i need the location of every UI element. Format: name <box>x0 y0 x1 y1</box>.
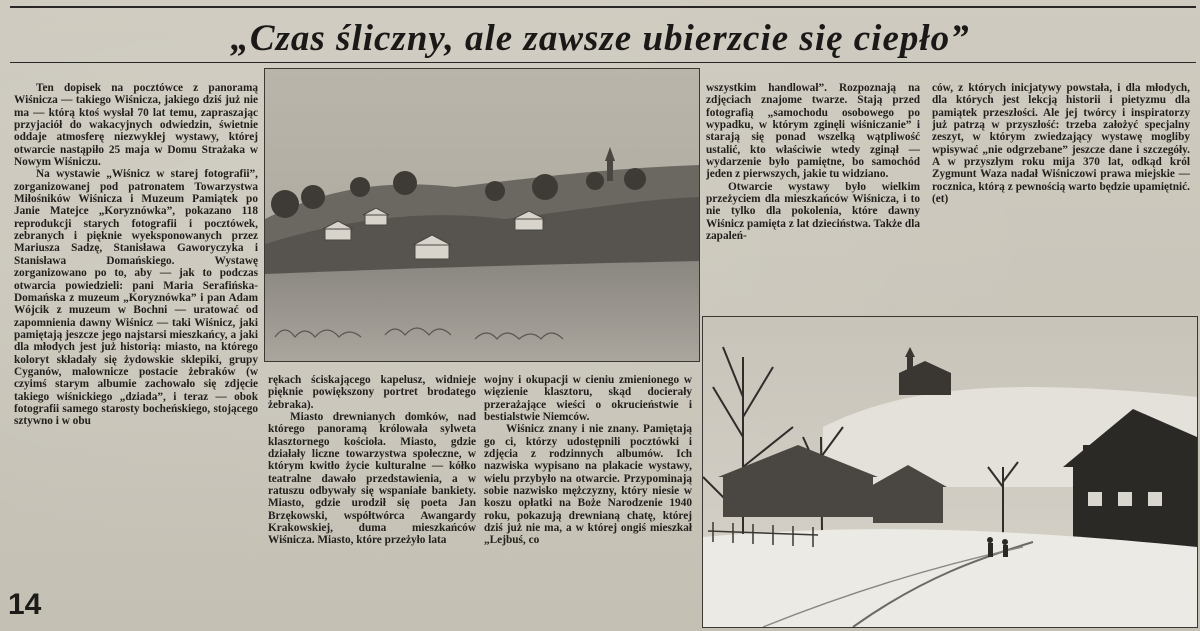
paragraph: Wiśnicz znany i nie znany. Pamiętają go ci, którzy udostępnili pocztówki i zdjęcia z rodzinnych albumów. Ich nazwiska wypisano na plakacie wystawy, wielu przybyło na otwarcie. Przypominają sobie nazwisko mężczyzny, który niesie w koszu opłatki na Boże Narodzenie 1940 roku, pokazują drewnianą chatę, której dziś już nie ma, a w której ongiś mieszkał „Lejbuś, co <box>484 423 692 547</box>
article-column-5 <box>932 82 1190 304</box>
panorama-photo <box>264 68 700 362</box>
paragraph: Ten dopisek na pocztówce z panoramą Wiśnicza — takiego Wiśnicza, jakiego dziś już nie ma — którą ktoś wysłał 70 lat temu, zapraszając przyjaciół do wakacyjnych odwiedzin, świetnie oddaje atmosferę niezwykłej wystawy, której otwarcie nastąpiło 25 maja w Domu Strażaka w Nowym Wiśniczu. <box>14 82 258 169</box>
article-column-3 <box>484 374 692 594</box>
paragraph: Otwarcie wystawy było wielkim przeżyciem dla mieszkańców Wiśnicza, i to nie tylko dla pokolenia, które dawny Wiśnicz pamięta z lat dzieciństwa. Także dla zapaleń- <box>706 180 920 243</box>
paragraph: Na wystawie „Wiśnicz w starej fotografii”, zorganizowanej pod patronatem Towarzystwa Miłośników Wiśnicza i Muzeum Pamiątek po Janie Matejce „Koryznówka”, pokazano 118 reprodukcji starych fotografii i pocztówek, zebranych i pięknie wyeksponowanych przez Mariusza Sadzę, Stanisława Gaworyczyka i Stanisława Domańskiego. Wystawę zorganizowano po to, aby — jak to podczas otwarcia powiedzieli: pani Maria Serafińska-Domańska z muzeum „Koryznówka” i pan Adam Wójcik z muzeum w Bochni — uratować od zapomnienia dawny Wiśnicz — taki Wiśnicz, jaki pamiętają jeszcze jego najstarsi mieszkańcy, a jaki dla młodych jest już historią: miasto, na którego koloryt składały się żydowskie sklepiki, grupy Cyganów, malownicze postacie żebraków (w czyimś starym albumie zachowało się zdjęcie takiego wiśnickiego „dziada”, i teraz — obok fotografii samego starosty bocheńskiego, stojącego sztywno i w obu <box>14 168 258 428</box>
article-column-1 <box>14 82 258 592</box>
paragraph: wojny i okupacji w cieniu zmienionego w więzienie klasztoru, skąd docierały przerażające wieści o okrucieństwie i bestialstwie Niemców. <box>484 374 692 424</box>
panorama-photo-image <box>265 69 699 361</box>
article-column-4 <box>706 82 920 304</box>
winter-street-photo-image <box>703 317 1197 627</box>
headline: „Czas śliczny, ale zawsze ubierzcie się ciepło” <box>230 18 970 59</box>
page-number: 14 <box>8 588 42 621</box>
top-rule <box>10 6 1196 8</box>
paragraph: wszystkim handlował”. Rozpoznają na zdjęciach znajome twarze. Stają przed fotografią „samochodu osobowego po wypadku, w którym zginęli wiśniczanie” i starają się ponad wszelką wątpliwość ustalić, kto właściwie wtedy zginął — wydarzenie było pamiętne, bo samochód jeden z pierwszych, jakie tu widziano. <box>706 82 920 181</box>
article-column-2 <box>268 374 476 594</box>
paragraph: Miasto drewnianych domków, nad którego panoramą królowała sylweta klasztornego kościoła. Miasto, gdzie działały liczne towarzystwa społeczne, w którym kwitło życie kulturalne — kółko teatralne dawało przedstawienia, a w ratuszu odbywały się wspaniałe bankiety. Miasto, gdzie urodził się poeta Jan Brzękowski, współtwórca Awangardy Krakowskiej, duma mieszkańców Wiśnicza. Miasto, które przeżyło lata <box>268 411 476 547</box>
paragraph: rękach ściskającego kapelusz, widnieje pięknie powiększony portret brodatego żebraka). <box>268 374 476 411</box>
paragraph: ców, z których inicjatywy powstała, i dla młodych, dla których jest lekcją historii i pietyzmu dla pamiątek przeszłości. Ale jej twórcy i inspiratorzy już patrzą w przyszłość: trzeba założyć specjalny zeszyt, w którym zwiedzający wystawę mogliby wpisywać „nie odgrzebane” jeszcze dane i szczegóły. A w przyszłym roku mija 370 lat, odkąd król Zygmunt Waza nadał Wiśniczowi prawa miejskie — rocznica, którą z pewnością warto będzie upamiętnić. (et) <box>932 82 1190 206</box>
winter-street-photo <box>702 316 1198 628</box>
